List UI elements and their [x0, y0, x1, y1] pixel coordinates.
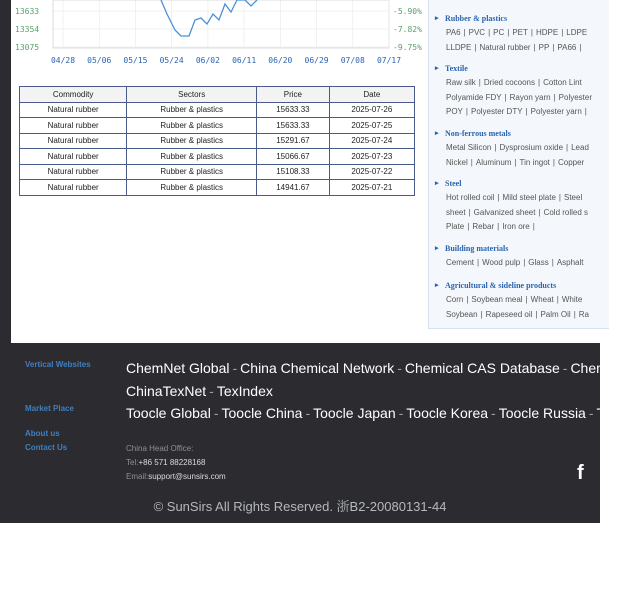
separator: - — [209, 383, 214, 399]
bullet-icon: ▸ — [435, 64, 439, 72]
x-tick: 06/02 — [195, 56, 220, 65]
footer-site-link[interactable]: Chemical CAS Database — [404, 360, 560, 376]
header-price: Price — [257, 87, 330, 103]
separator: | — [470, 157, 473, 167]
separator: | — [530, 28, 533, 37]
y-left-tick: 13354 — [15, 25, 40, 34]
commodity-link-row — [446, 158, 584, 167]
left-frame — [0, 0, 11, 343]
cell-commodity[interactable]: Natural rubber — [20, 133, 127, 149]
commodity-link[interactable]: PA6 — [446, 28, 461, 37]
email-label: Email: — [126, 472, 149, 481]
separator: | — [573, 309, 576, 319]
table-row — [20, 102, 415, 118]
commodity-link[interactable]: PVC — [468, 28, 486, 37]
commodity-link[interactable]: Polyester — [558, 92, 593, 102]
separator: | — [480, 309, 483, 319]
separator: | — [538, 78, 541, 87]
table-row — [20, 180, 415, 196]
commodity-link[interactable]: PC — [493, 28, 505, 37]
category-heading[interactable] — [435, 244, 509, 253]
separator: | — [507, 28, 510, 37]
cell-price: 15291.67 — [257, 133, 330, 149]
commodity-link-row — [446, 107, 590, 116]
commodity-link-row — [446, 78, 582, 87]
commodity-link[interactable]: HDPE — [535, 28, 559, 37]
category-title: Steel — [445, 179, 462, 188]
separator: - — [305, 405, 311, 421]
commodity-link[interactable]: Aluminum — [475, 157, 512, 167]
email-value[interactable]: support@sunsirs.com — [148, 472, 226, 481]
commodity-link[interactable]: PA66 — [557, 42, 577, 52]
separator: | — [477, 258, 480, 267]
x-tick: 07/08 — [340, 56, 365, 65]
commodity-link-row — [446, 222, 538, 231]
cell-sector: Rubber & plastics — [127, 149, 257, 165]
separator: - — [213, 405, 219, 421]
cell-sector: Rubber & plastics — [127, 180, 257, 196]
footer-site-link[interactable]: Toocle Korea — [406, 405, 489, 421]
commodity-link-row — [446, 143, 589, 152]
vertical-links-line2 — [126, 383, 273, 399]
commodity-link[interactable]: Raw silk — [446, 78, 476, 87]
commodity-link[interactable]: Polyamide FDY — [446, 92, 502, 102]
commodity-link[interactable]: Soybean meal — [471, 295, 523, 304]
commodity-link[interactable]: Glass — [528, 258, 549, 267]
cell-date: 2025-07-23 — [329, 149, 414, 165]
commodity-link-row — [446, 258, 584, 267]
cell-commodity[interactable]: Natural rubber — [20, 164, 127, 180]
separator: | — [525, 295, 528, 304]
commodity-link[interactable]: Iron ore — [502, 222, 530, 231]
separator: | — [465, 107, 468, 116]
category-title: Building materials — [445, 244, 509, 253]
bullet-icon: ▸ — [435, 179, 439, 187]
market-place-label: Market Place — [25, 404, 74, 413]
commodity-link[interactable]: Hot rolled coil — [446, 193, 495, 202]
cell-sector: Rubber & plastics — [127, 118, 257, 134]
cell-price: 15066.67 — [257, 149, 330, 165]
commodity-link-row — [446, 295, 582, 304]
separator: | — [467, 222, 470, 231]
cell-price: 15633.33 — [257, 118, 330, 134]
commodity-link[interactable]: Mild steel plate — [502, 193, 556, 202]
separator: - — [562, 360, 568, 376]
header-sectors: Sectors — [127, 87, 257, 103]
separator: | — [474, 42, 477, 52]
separator: | — [466, 295, 469, 304]
bullet-icon: ▸ — [435, 129, 439, 137]
about-us-link[interactable]: About us — [25, 429, 60, 438]
commodity-link[interactable]: Wood pulp — [482, 258, 521, 267]
separator: | — [566, 143, 569, 152]
tel-label: Tel: — [126, 458, 139, 467]
footer-site-link[interactable]: China Chemical Network — [240, 360, 395, 376]
separator: | — [497, 222, 500, 231]
table-row — [20, 164, 415, 180]
commodity-link[interactable]: Polyester DTY — [470, 107, 523, 116]
separator: | — [525, 107, 528, 116]
commodity-link[interactable]: Tin ingot — [519, 157, 550, 167]
commodity-link-row — [446, 28, 587, 37]
cell-sector: Rubber & plastics — [127, 133, 257, 149]
bullet-icon: ▸ — [435, 244, 439, 252]
commodity-link[interactable]: Dysprosium oxide — [499, 143, 564, 152]
footer-site-link[interactable]: Toocle Japan — [313, 405, 396, 421]
table-row — [20, 133, 415, 149]
footer-site-link[interactable]: Tooc — [596, 405, 626, 421]
category-title: Textile — [445, 64, 468, 73]
footer-site-link[interactable]: TexIndex — [216, 383, 273, 399]
vertical-websites-label: Vertical Websites — [25, 360, 91, 369]
x-tick: 06/11 — [232, 56, 257, 65]
x-tick: 06/29 — [304, 56, 329, 65]
category-heading[interactable] — [435, 64, 468, 73]
plot-area — [53, 0, 389, 48]
commodity-link[interactable]: POY — [446, 107, 463, 116]
commodity-sidebar — [428, 0, 609, 329]
commodity-link[interactable]: Corn — [446, 295, 464, 304]
category-heading[interactable] — [435, 14, 508, 23]
x-tick: 07/17 — [376, 56, 402, 65]
y-right-tick: -7.82% — [393, 25, 422, 34]
cell-date: 2025-07-24 — [329, 133, 414, 149]
vertical-links-line1 — [126, 360, 612, 376]
separator: | — [533, 42, 536, 52]
commodity-link[interactable]: Rapeseed oil — [485, 309, 533, 319]
y-left-tick: 13075 — [15, 43, 40, 52]
footer-site-link[interactable]: Toocle China — [221, 405, 303, 421]
commodity-link[interactable]: LDPE — [566, 28, 588, 37]
separator: | — [552, 42, 555, 52]
header-date: Date — [329, 87, 414, 103]
cell-price: 15633.33 — [257, 102, 330, 118]
price-chart — [11, 0, 426, 72]
commodity-link[interactable]: Rayon yarn — [509, 92, 551, 102]
market-links — [126, 405, 626, 421]
commodity-link[interactable]: Dried cocoons — [483, 78, 535, 87]
separator: | — [558, 193, 561, 202]
commodity-link[interactable]: Galvanized sheet — [473, 207, 536, 217]
y-right-tick: -5.90% — [393, 7, 422, 16]
cell-date: 2025-07-21 — [329, 180, 414, 196]
x-tick: 06/20 — [268, 56, 293, 65]
commodity-link[interactable]: Cold rolled s — [543, 207, 589, 217]
cell-commodity[interactable]: Natural rubber — [20, 149, 127, 165]
commodity-link[interactable]: Palm Oil — [540, 309, 571, 319]
commodity-link[interactable]: Soybean — [446, 309, 478, 319]
category-title: Non-ferrous metals — [445, 129, 511, 138]
category-heading[interactable] — [435, 179, 462, 188]
separator: - — [397, 360, 402, 376]
commodity-link[interactable]: Natural rubber — [479, 42, 531, 52]
x-tick: 05/06 — [87, 56, 112, 65]
commodity-link[interactable]: Steel — [563, 193, 583, 202]
commodity-link[interactable]: Asphalt — [556, 258, 584, 267]
cell-commodity[interactable]: Natural rubber — [20, 102, 127, 118]
bullet-icon: ▸ — [435, 281, 439, 289]
commodity-link[interactable]: Wheat — [530, 295, 554, 304]
cell-date: 2025-07-25 — [329, 118, 414, 134]
commodity-link[interactable]: Lead — [571, 143, 589, 152]
footer-site-link[interactable]: ChinaTexNet — [126, 383, 207, 399]
y-right-tick: -9.75% — [393, 43, 422, 52]
separator: | — [463, 28, 466, 37]
tel-value: +86 571 88228168 — [138, 458, 206, 467]
separator: | — [552, 157, 555, 167]
footer-site-link[interactable]: Toocle Russia — [498, 405, 586, 421]
separator: | — [488, 28, 491, 37]
commodity-link[interactable]: LLDPE — [446, 42, 472, 52]
category-heading[interactable] — [435, 281, 557, 290]
contact-us-link[interactable]: Contact Us — [25, 443, 68, 452]
separator: | — [553, 92, 556, 102]
commodity-link-row — [446, 310, 589, 319]
category-title: Agricultural & sideline products — [445, 281, 557, 290]
y-left-tick: 13633 — [15, 7, 40, 16]
table-row — [20, 118, 415, 134]
separator: | — [584, 107, 587, 116]
commodity-link[interactable]: Copper — [557, 157, 585, 167]
x-tick: 04/28 — [50, 56, 76, 65]
footer — [0, 343, 626, 523]
cell-sector: Rubber & plastics — [127, 164, 257, 180]
header-commodity: Commodity — [20, 87, 127, 103]
copyright-text: © SunSirs All Rights Reserved. 浙B2-20080131-44 — [153, 499, 447, 514]
cell-date: 2025-07-26 — [329, 102, 414, 118]
commodity-link[interactable]: PP — [538, 42, 550, 52]
separator: | — [523, 258, 526, 267]
commodity-link[interactable]: Cotton Lint — [543, 78, 582, 87]
separator: | — [551, 258, 554, 267]
separator: | — [556, 295, 559, 304]
commodity-link[interactable]: PET — [512, 28, 528, 37]
cell-date: 2025-07-22 — [329, 164, 414, 180]
commodity-link[interactable]: Nickel — [446, 157, 468, 167]
cell-commodity[interactable]: Natural rubber — [20, 180, 127, 196]
footer-site-link[interactable]: ChemNet Global — [126, 360, 230, 376]
head-office-label: China Head Office: — [126, 444, 194, 453]
category-heading[interactable] — [435, 129, 511, 138]
separator: | — [514, 157, 517, 167]
commodity-link[interactable]: Rebar — [472, 222, 495, 231]
separator: | — [532, 222, 535, 231]
price-table — [19, 86, 415, 196]
separator: | — [561, 28, 564, 37]
table-row — [20, 149, 415, 165]
commodity-link[interactable]: Ra — [578, 309, 589, 319]
cell-commodity[interactable]: Natural rubber — [20, 118, 127, 134]
facebook-icon[interactable]: f — [577, 462, 584, 484]
footer-site-link[interactable]: Toocle Global — [126, 405, 211, 421]
separator: | — [468, 207, 471, 217]
commodity-link[interactable]: Cement — [446, 258, 475, 267]
email-line — [126, 472, 226, 481]
commodity-link[interactable]: sheet — [446, 207, 466, 217]
commodity-link[interactable]: Polyester yarn — [530, 107, 582, 116]
separator: - — [232, 360, 238, 376]
commodity-link-row — [446, 93, 592, 102]
separator: | — [538, 207, 541, 217]
cell-price: 15108.33 — [257, 164, 330, 180]
commodity-link[interactable]: Metal Silicon — [446, 143, 492, 152]
table-header-row — [20, 87, 415, 103]
bullet-icon: ▸ — [435, 14, 439, 22]
tel-line — [126, 458, 205, 467]
separator: | — [478, 78, 481, 87]
separator: | — [504, 92, 507, 102]
commodity-link[interactable]: Plate — [446, 222, 465, 231]
separator: | — [494, 143, 497, 152]
commodity-link-row — [446, 193, 582, 202]
category-title: Rubber & plastics — [445, 14, 508, 23]
separator: | — [579, 42, 582, 52]
commodity-link[interactable]: White — [561, 295, 583, 304]
footer-site-link[interactable]: ChemI — [570, 360, 612, 376]
separator: - — [491, 405, 496, 421]
x-tick: 05/15 — [123, 56, 148, 65]
separator: | — [535, 309, 538, 319]
x-tick: 05/24 — [159, 56, 184, 65]
commodity-link-row — [446, 208, 588, 217]
separator: | — [497, 193, 500, 202]
commodity-link-row — [446, 43, 584, 52]
cell-sector: Rubber & plastics — [127, 102, 257, 118]
cell-price: 14941.67 — [257, 180, 330, 196]
separator: - — [398, 405, 404, 421]
separator: - — [588, 405, 594, 421]
